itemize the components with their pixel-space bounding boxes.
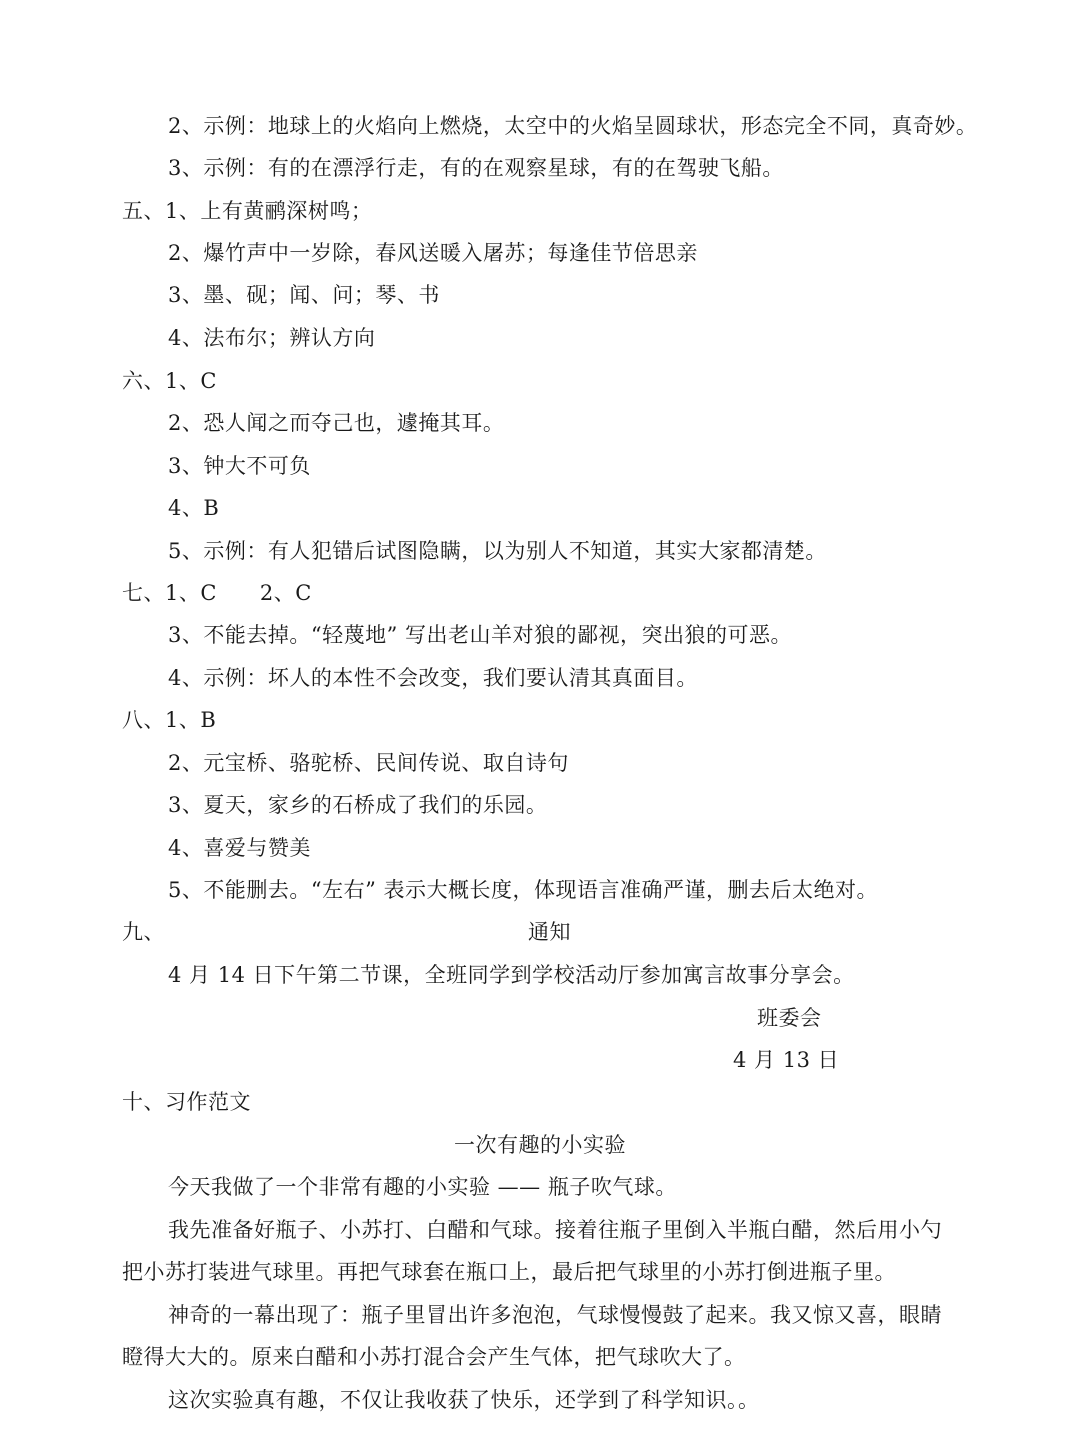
essay-paragraph-continued: 瞪得大大的。原来白醋和小苏打混合会产生气体，把气球吹大了。 — [122, 1345, 746, 1369]
answer-line: 5、不能删去。“左右” 表示大概长度，体现语言准确严谨，删去后太绝对。 — [168, 878, 879, 902]
answer-line: 3、钟大不可负 — [168, 454, 311, 478]
notice-date: 4 月 13 日 — [733, 1048, 840, 1072]
answer-line: 4、喜爱与赞美 — [168, 836, 311, 860]
answer-line: 4、示例：坏人的本性不会改变，我们要认清其真面目。 — [168, 666, 698, 690]
answer-line: 2、恐人闻之而夺己也，遽掩其耳。 — [168, 411, 505, 435]
notice-title: 通知 — [528, 920, 571, 944]
answer-line: 3、不能去掉。“轻蔑地” 写出老山羊对狼的鄙视，突出狼的可恶。 — [168, 623, 793, 647]
section-heading-8: 八、1、B — [122, 708, 217, 732]
essay-title: 一次有趣的小实验 — [454, 1133, 626, 1157]
essay-paragraph: 我先准备好瓶子、小苏打、白醋和气球。接着往瓶子里倒入半瓶白醋，然后用小勺 — [168, 1218, 942, 1242]
answer-line: 2、示例：地球上的火焰向上燃烧，太空中的火焰呈圆球状，形态完全不同，真奇妙。 — [168, 114, 978, 138]
notice-signature: 班委会 — [757, 1006, 822, 1030]
section-heading-5: 五、1、上有黄鹂深树鸣； — [122, 199, 373, 223]
essay-paragraph: 今天我做了一个非常有趣的小实验 —— 瓶子吹气球。 — [168, 1175, 677, 1199]
essay-paragraph-continued: 把小苏打装进气球里。再把气球套在瓶口上，最后把气球里的小苏打倒进瓶子里。 — [122, 1260, 896, 1284]
essay-paragraph: 神奇的一幕出现了：瓶子里冒出许多泡泡，气球慢慢鼓了起来。我又惊又喜，眼睛 — [168, 1303, 942, 1327]
section-heading-9: 九、 — [122, 920, 165, 944]
essay-paragraph: 这次实验真有趣，不仅让我收获了快乐，还学到了科学知识。。 — [168, 1388, 760, 1412]
answer-line: 3、墨、砚；闻、问；琴、书 — [168, 283, 440, 307]
notice-body: 4 月 14 日下午第二节课，全班同学到学校活动厅参加寓言故事分享会。 — [168, 963, 855, 987]
answer-line: 4、B — [168, 496, 220, 520]
answer-line: 4、法布尔；辨认方向 — [168, 326, 376, 350]
section-heading-10: 十、习作范文 — [122, 1090, 251, 1114]
answer-line: 5、示例：有人犯错后试图隐瞒，以为别人不知道，其实大家都清楚。 — [168, 539, 827, 563]
answer-line: 3、夏天，家乡的石桥成了我们的乐园。 — [168, 793, 548, 817]
answer-line: 2、元宝桥、骆驼桥、民间传说、取自诗句 — [168, 751, 569, 775]
section-heading-7: 七、1、C 2、C — [122, 581, 312, 605]
answer-line: 3、示例：有的在漂浮行走，有的在观察星球，有的在驾驶飞船。 — [168, 156, 784, 180]
answer-line: 2、爆竹声中一岁除，春风送暖入屠苏；每逢佳节倍思亲 — [168, 241, 698, 265]
section-heading-6: 六、1、C — [122, 369, 217, 393]
